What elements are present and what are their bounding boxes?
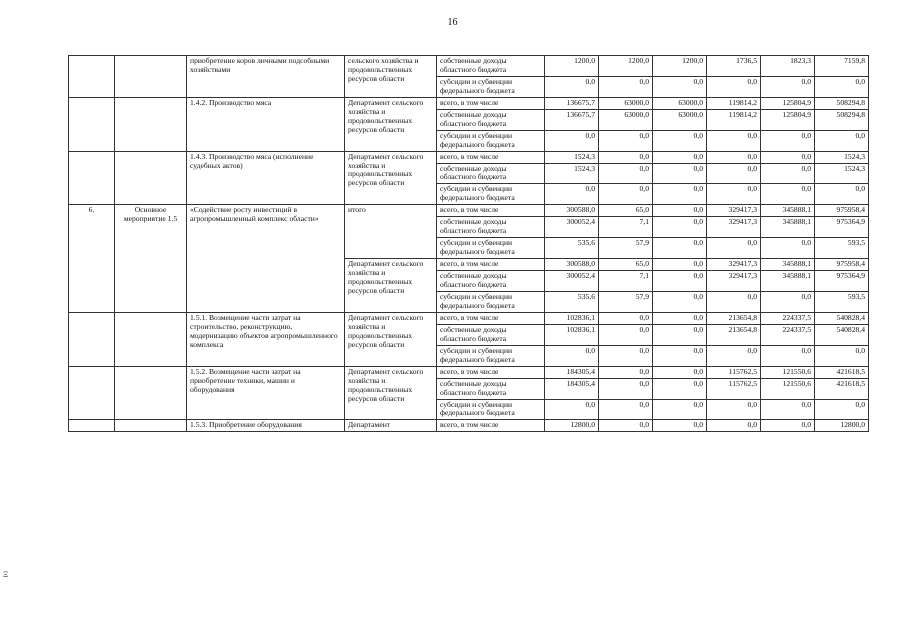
table-row <box>69 366 869 378</box>
funding-source-cell: всего, в том числе <box>437 366 545 378</box>
value-cell: 0,0 <box>599 378 653 399</box>
value-cell: 0,0 <box>545 184 599 205</box>
value-cell: 121550,6 <box>761 378 815 399</box>
row-number-cell <box>69 312 115 366</box>
value-cell: 0,0 <box>815 345 869 366</box>
value-cell: 115762,5 <box>707 378 761 399</box>
value-cell: 102836,1 <box>545 324 599 345</box>
value-cell: 12800,0 <box>545 420 599 432</box>
value-cell: 540828,4 <box>815 312 869 324</box>
value-cell: 0,0 <box>707 291 761 312</box>
value-cell: 1200,0 <box>545 56 599 77</box>
funding-source-cell: субсидии и субвенции федерального бюджета <box>437 76 545 97</box>
executor-cell: Департамент сельского хозяйства и продовольственных ресурсов области <box>345 312 437 366</box>
funding-source-cell: субсидии и субвенции федерального бюджета <box>437 291 545 312</box>
value-cell: 125804,9 <box>761 97 815 109</box>
value-cell: 0,0 <box>707 76 761 97</box>
value-cell: 213654,8 <box>707 324 761 345</box>
value-cell: 63000,0 <box>653 97 707 109</box>
value-cell: 0,0 <box>599 76 653 97</box>
executor-cell: Департамент сельского хозяйства и продовольственных ресурсов области <box>345 97 437 151</box>
value-cell: 0,0 <box>707 345 761 366</box>
funding-source-cell: всего, в том числе <box>437 420 545 432</box>
measure-type-cell <box>115 366 187 420</box>
value-cell: 0,0 <box>815 130 869 151</box>
value-cell: 125804,9 <box>761 109 815 130</box>
value-cell: 0,0 <box>761 76 815 97</box>
value-cell: 593,5 <box>815 238 869 259</box>
value-cell: 0,0 <box>761 130 815 151</box>
value-cell: 224337,5 <box>761 312 815 324</box>
row-number-cell <box>69 366 115 420</box>
value-cell: 0,0 <box>599 184 653 205</box>
value-cell: 345888,1 <box>761 217 815 238</box>
value-cell: 0,0 <box>653 76 707 97</box>
value-cell: 63000,0 <box>653 109 707 130</box>
value-cell: 224337,5 <box>761 324 815 345</box>
funding-source-cell: собственные доходы областного бюджета <box>437 378 545 399</box>
row-number-cell <box>69 420 115 432</box>
value-cell: 1736,5 <box>707 56 761 77</box>
value-cell: 345888,1 <box>761 259 815 271</box>
measure-type-cell <box>115 420 187 432</box>
value-cell: 0,0 <box>761 151 815 163</box>
funding-source-cell: собственные доходы областного бюджета <box>437 109 545 130</box>
value-cell: 0,0 <box>653 378 707 399</box>
value-cell: 0,0 <box>599 399 653 420</box>
value-cell: 0,0 <box>815 399 869 420</box>
measure-type-cell <box>115 312 187 366</box>
measure-name-cell: 1.5.1. Возмещение части затрат на строительство, реконструкцию, модернизацию объектов агропромышленного комплекса <box>187 312 345 366</box>
value-cell: 300052,4 <box>545 217 599 238</box>
value-cell: 0,0 <box>707 238 761 259</box>
executor-cell: Департамент <box>345 420 437 432</box>
row-number-cell <box>69 97 115 151</box>
value-cell: 975364,9 <box>815 217 869 238</box>
value-cell: 0,0 <box>761 238 815 259</box>
value-cell: 136675,7 <box>545 97 599 109</box>
value-cell: 0,0 <box>653 217 707 238</box>
executor-cell: сельского хозяйства и продовольственных ресурсов области <box>345 56 437 98</box>
value-cell: 329417,3 <box>707 205 761 217</box>
value-cell: 329417,3 <box>707 259 761 271</box>
funding-source-cell: всего, в том числе <box>437 205 545 217</box>
measure-type-cell <box>115 97 187 151</box>
value-cell: 421618,5 <box>815 366 869 378</box>
value-cell: 121550,6 <box>761 366 815 378</box>
table-row <box>69 151 869 163</box>
value-cell: 0,0 <box>599 366 653 378</box>
value-cell: 0,0 <box>599 163 653 184</box>
funding-source-cell: собственные доходы областного бюджета <box>437 163 545 184</box>
value-cell: 0,0 <box>653 163 707 184</box>
page-number: 16 <box>447 17 458 28</box>
funding-source-cell: субсидии и субвенции федерального бюджета <box>437 345 545 366</box>
value-cell: 0,0 <box>707 163 761 184</box>
measure-type-cell <box>115 56 187 98</box>
measure-type-cell <box>115 151 187 205</box>
value-cell: 535,6 <box>545 238 599 259</box>
value-cell: 0,0 <box>761 345 815 366</box>
value-cell: 57,9 <box>599 238 653 259</box>
value-cell: 0,0 <box>653 399 707 420</box>
value-cell: 0,0 <box>545 345 599 366</box>
value-cell: 0,0 <box>707 420 761 432</box>
value-cell: 0,0 <box>815 76 869 97</box>
value-cell: 7,1 <box>599 217 653 238</box>
value-cell: 535,6 <box>545 291 599 312</box>
funding-source-cell: всего, в том числе <box>437 151 545 163</box>
value-cell: 0,0 <box>761 420 815 432</box>
value-cell: 12800,0 <box>815 420 869 432</box>
value-cell: 0,0 <box>653 238 707 259</box>
executor-cell: Департамент сельского хозяйства и продовольственных ресурсов области <box>345 259 437 313</box>
value-cell: 345888,1 <box>761 205 815 217</box>
executor-cell: Департамент сельского хозяйства и продовольственных ресурсов области <box>345 366 437 420</box>
value-cell: 0,0 <box>653 259 707 271</box>
value-cell: 102836,1 <box>545 312 599 324</box>
value-cell: 300052,4 <box>545 271 599 292</box>
value-cell: 0,0 <box>761 291 815 312</box>
value-cell: 975958,4 <box>815 205 869 217</box>
value-cell: 0,0 <box>599 324 653 345</box>
value-cell: 0,0 <box>707 184 761 205</box>
value-cell: 7,1 <box>599 271 653 292</box>
executor-cell: итого <box>345 205 437 259</box>
funding-source-cell: собственные доходы областного бюджета <box>437 324 545 345</box>
value-cell: 0,0 <box>761 399 815 420</box>
value-cell: 0,0 <box>545 130 599 151</box>
table-row <box>69 420 869 432</box>
measure-name-cell: 1.4.3. Производство мяса (исполнение судебных актов) <box>187 151 345 205</box>
measure-name-cell: 1.4.2. Производство мяса <box>187 97 345 151</box>
executor-cell: Департамент сельского хозяйства и продовольственных ресурсов области <box>345 151 437 205</box>
table-row <box>69 312 869 324</box>
row-number-cell <box>69 56 115 98</box>
value-cell: 975364,9 <box>815 271 869 292</box>
funding-source-cell: субсидии и субвенции федерального бюджета <box>437 399 545 420</box>
value-cell: 1524,3 <box>815 163 869 184</box>
value-cell: 508294,8 <box>815 109 869 130</box>
value-cell: 421618,5 <box>815 378 869 399</box>
value-cell: 0,0 <box>707 151 761 163</box>
value-cell: 0,0 <box>599 345 653 366</box>
funding-source-cell: собственные доходы областного бюджета <box>437 271 545 292</box>
value-cell: 0,0 <box>599 312 653 324</box>
value-cell: 0,0 <box>653 324 707 345</box>
value-cell: 65,0 <box>599 205 653 217</box>
funding-source-cell: всего, в том числе <box>437 97 545 109</box>
value-cell: 345888,1 <box>761 271 815 292</box>
value-cell: 540828,4 <box>815 324 869 345</box>
value-cell: 329417,3 <box>707 271 761 292</box>
value-cell: 184305,4 <box>545 366 599 378</box>
funding-source-cell: субсидии и субвенции федерального бюджета <box>437 184 545 205</box>
value-cell: 0,0 <box>707 399 761 420</box>
value-cell: 63000,0 <box>599 97 653 109</box>
value-cell: 300588,0 <box>545 205 599 217</box>
measure-name-cell: 1.5.3. Приобретение оборудования <box>187 420 345 432</box>
value-cell: 213654,8 <box>707 312 761 324</box>
table-row <box>69 97 869 109</box>
value-cell: 975958,4 <box>815 259 869 271</box>
value-cell: 593,5 <box>815 291 869 312</box>
value-cell: 7159,8 <box>815 56 869 77</box>
value-cell: 0,0 <box>599 151 653 163</box>
funding-source-cell: субсидии и субвенции федерального бюджета <box>437 130 545 151</box>
value-cell: 0,0 <box>815 184 869 205</box>
row-number-cell: 6. <box>69 205 115 313</box>
funding-source-cell: всего, в том числе <box>437 312 545 324</box>
value-cell: 0,0 <box>653 345 707 366</box>
value-cell: 184305,4 <box>545 378 599 399</box>
measure-type-cell: Основное мероприятие 1.5 <box>115 205 187 313</box>
value-cell: 0,0 <box>653 366 707 378</box>
value-cell: 0,0 <box>653 205 707 217</box>
value-cell: 1200,0 <box>599 56 653 77</box>
value-cell: 0,0 <box>599 130 653 151</box>
funding-source-cell: собственные доходы областного бюджета <box>437 56 545 77</box>
margin-mark: Ξ <box>3 570 9 579</box>
value-cell: 0,0 <box>653 130 707 151</box>
value-cell: 329417,3 <box>707 217 761 238</box>
funding-source-cell: собственные доходы областного бюджета <box>437 217 545 238</box>
value-cell: 1200,0 <box>653 56 707 77</box>
measure-name-cell: «Содействие росту инвестиций в агропромышленный комплекс области» <box>187 205 345 313</box>
value-cell: 0,0 <box>599 420 653 432</box>
value-cell: 136675,7 <box>545 109 599 130</box>
measure-name-cell: 1.5.2. Возмещение части затрат на приобретение техники, машин и оборудования <box>187 366 345 420</box>
value-cell: 0,0 <box>545 76 599 97</box>
budget-table <box>68 55 869 432</box>
row-number-cell <box>69 151 115 205</box>
funding-source-cell: субсидии и субвенции федерального бюджета <box>437 238 545 259</box>
value-cell: 508294,8 <box>815 97 869 109</box>
value-cell: 119814,2 <box>707 109 761 130</box>
value-cell: 0,0 <box>653 184 707 205</box>
value-cell: 119814,2 <box>707 97 761 109</box>
value-cell: 0,0 <box>761 163 815 184</box>
value-cell: 115762,5 <box>707 366 761 378</box>
value-cell: 63000,0 <box>599 109 653 130</box>
value-cell: 0,0 <box>653 151 707 163</box>
value-cell: 0,0 <box>653 420 707 432</box>
value-cell: 1823,3 <box>761 56 815 77</box>
value-cell: 1524,3 <box>545 163 599 184</box>
value-cell: 0,0 <box>653 312 707 324</box>
funding-source-cell: всего, в том числе <box>437 259 545 271</box>
value-cell: 300588,0 <box>545 259 599 271</box>
value-cell: 57,9 <box>599 291 653 312</box>
value-cell: 0,0 <box>761 184 815 205</box>
table-row <box>69 205 869 217</box>
value-cell: 1524,3 <box>545 151 599 163</box>
value-cell: 1524,3 <box>815 151 869 163</box>
measure-name-cell: приобретение коров личными подсобными хозяйствами <box>187 56 345 98</box>
table-row <box>69 56 869 77</box>
value-cell: 0,0 <box>707 130 761 151</box>
value-cell: 65,0 <box>599 259 653 271</box>
value-cell: 0,0 <box>653 271 707 292</box>
value-cell: 0,0 <box>545 399 599 420</box>
value-cell: 0,0 <box>653 291 707 312</box>
